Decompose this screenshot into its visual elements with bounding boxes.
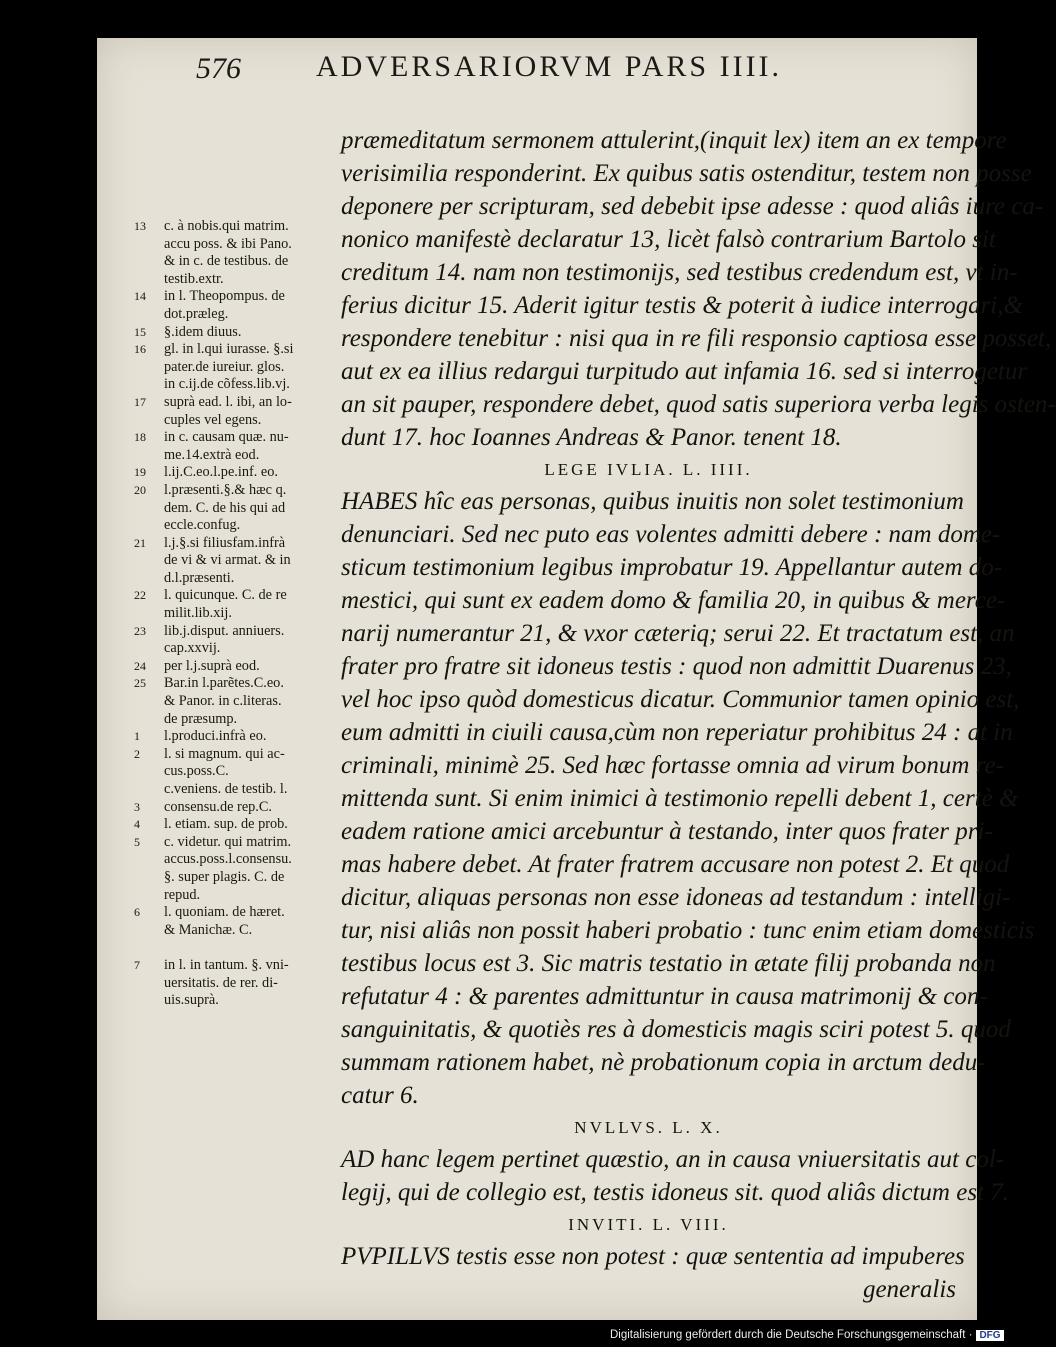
text-line: AD hanc legem pertinet quæstio, an in causa vniuersitatis aut col- <box>341 1146 1005 1173</box>
margin-note-line <box>134 939 344 957</box>
margin-note-line <box>134 834 344 852</box>
footnote-number: 25 <box>134 676 146 691</box>
section-heading: LEGE IVLIA. L. IIII. <box>544 460 753 479</box>
text-line: respondere tenebitur : nisi qua in re fili responsio captiosa esse posset, <box>341 325 1052 352</box>
text-line: PVPILLVS testis esse non potest : quæ sententia ad impuberes <box>341 1243 965 1270</box>
margin-note-text: & in c. de testibus. de <box>164 253 289 270</box>
margin-note-text: uis.suprà. <box>164 992 219 1009</box>
margin-note-text: in c.ij.de cõfess.lib.vj. <box>164 376 290 393</box>
footnote-number: 24 <box>134 658 146 673</box>
margin-note-line <box>134 640 344 658</box>
margin-note-text: §. super plagis. C. de <box>164 868 285 885</box>
margin-note-text: cus.poss.C. <box>164 763 229 780</box>
margin-note-line <box>134 816 344 834</box>
margin-note-text: accu poss. & ibi Pano. <box>164 235 292 252</box>
text-line: frater pro fratre sit idoneus testis : quod non admittit Duarenus 23, <box>341 653 1012 680</box>
margin-note-line <box>134 500 344 518</box>
section-heading: INVITI. L. VIII. <box>568 1215 729 1234</box>
text-line: testibus locus est 3. Sic matris testatio in ætate filij probanda non <box>341 950 996 977</box>
margin-note-line <box>134 482 344 500</box>
text-line: sanguinitatis, & quotiès res à domesticis magis sciri potest 5. quod <box>341 1016 1011 1043</box>
margin-note-text: & Panor. in c.literas. <box>164 693 282 710</box>
margin-note-line <box>134 429 344 447</box>
footnote-number: 17 <box>134 394 146 409</box>
margin-note-text: suprà ead. l. ibi, an lo- <box>164 393 292 410</box>
running-header <box>196 44 856 94</box>
footnote-number: 14 <box>134 289 146 304</box>
text-line: nonico manifestè declaratur 13, licèt falsò contrarium Bartolo sit <box>341 226 996 253</box>
footnote-number: 4 <box>134 817 140 832</box>
margin-note-text: lib.j.disput. anniuers. <box>164 622 285 639</box>
text-line: an sit pauper, respondere debet, quod satis superiora verba legis osten- <box>341 391 1056 418</box>
margin-note-line <box>134 763 344 781</box>
text-line: mestici, qui sunt ex eadem domo & familia 20, in quibus & merce- <box>341 587 1006 614</box>
margin-note-line <box>134 587 344 605</box>
margin-note-line <box>134 271 344 289</box>
margin-note-text: in c. causam quæ. nu- <box>164 429 289 446</box>
text-line: mas habere debet. At frater fratrem accusare non potest 2. Et quod <box>341 851 1010 878</box>
text-line: refutatur 4 : & parentes admittuntur in causa matrimonij & con- <box>341 983 988 1010</box>
margin-note-text: cap.xxvij. <box>164 640 221 657</box>
margin-note-text: c. à nobis.qui matrim. <box>164 218 289 234</box>
margin-note-line <box>134 975 344 993</box>
margin-note-text: c.veniens. de testib. l. <box>164 781 288 797</box>
margin-note-text: Bar.in l.parẽtes.C.eo. <box>164 675 284 692</box>
footnote-number: 23 <box>134 623 146 638</box>
text-line: aut ex ea illius redargui turpitudo aut infamia 16. sed si interrogetur <box>341 358 1028 385</box>
dfg-logo: DFG <box>976 1330 1003 1341</box>
margin-note-text: eccle.confug. <box>164 517 241 534</box>
margin-note-line <box>134 711 344 729</box>
margin-note-text: l. quicunque. C. de re <box>164 587 287 604</box>
footnote-number: 13 <box>134 219 146 233</box>
running-title: ADVERSARIORVM PARS IIII. <box>316 50 783 83</box>
margin-note-line <box>134 746 344 764</box>
margin-note-text: l.j.§.si filiusfam.infrà <box>164 534 286 551</box>
margin-note-line <box>134 394 344 412</box>
margin-note-text: per l.j.suprà eod. <box>164 657 260 674</box>
footnote-number: 18 <box>134 430 146 445</box>
margin-note-text: c. videtur. qui matrim. <box>164 833 292 850</box>
margin-note-line <box>134 341 344 359</box>
margin-note-text: l. quoniam. de hæret. <box>164 904 285 921</box>
margin-note-line <box>134 236 344 254</box>
footnote-number: 7 <box>134 957 140 972</box>
text-line: præmeditatum sermonem attulerint,(inquit lex) item an ex tempore <box>341 127 1007 154</box>
margin-note-text: me.14.extrà eod. <box>164 446 260 463</box>
text-line: vel hoc ipso quòd domesticus dicatur. Communior tamen opinio est, <box>341 686 1020 713</box>
margin-note-text: milit.lib.xij. <box>164 605 232 622</box>
credit-text: Digitalisierung gefördert durch die Deutsche Forschungsgemeinschaft · <box>610 1329 973 1341</box>
text-line: ferius dicitur 15. Aderit igitur testis & poterit à iudice interrogari,& <box>341 292 1023 319</box>
margin-note-text: gl. in l.qui iurasse. §.si <box>164 341 294 358</box>
text-line: deponere per scripturam, sed debebit ipse adesse : quod aliâs iure ca- <box>341 193 1044 220</box>
margin-note-line <box>134 359 344 377</box>
margin-note-line <box>134 693 344 711</box>
margin-note-line <box>134 605 344 623</box>
margin-note-line <box>134 218 344 236</box>
page-number: 576 <box>196 52 241 85</box>
margin-note-text: accus.poss.l.consensu. <box>164 851 292 868</box>
main-text-column <box>341 124 1056 1306</box>
text-line: criminali, minimè 25. Sed hæc fortasse omnia ad virum bonum re- <box>341 752 1004 779</box>
margin-note-line <box>134 658 344 676</box>
margin-note-line <box>134 324 344 342</box>
margin-note-line <box>134 288 344 306</box>
footnote-number: 5 <box>134 834 140 849</box>
margin-note-text: & Manichæ. C. <box>164 921 253 938</box>
margin-note-line <box>134 887 344 905</box>
margin-note-line <box>134 412 344 430</box>
digitization-credit <box>610 1329 1004 1341</box>
text-line: creditum 14. nam non testimonijs, sed testibus credendum est, vt in- <box>341 259 1018 286</box>
margin-note-text: l. etiam. sup. de prob. <box>164 816 288 833</box>
section-heading: NVLLVS. L. X. <box>574 1118 723 1137</box>
margin-note-line <box>134 517 344 535</box>
margin-note-line <box>134 623 344 641</box>
margin-note-line <box>134 869 344 887</box>
text-line: verisimilia responderint. Ex quibus satis ostenditur, testem non posse <box>341 160 1032 187</box>
margin-note-text: cuples vel egens. <box>164 411 262 428</box>
text-line: dunt 17. hoc Ioannes Andreas & Panor. tenent 18. <box>341 424 842 451</box>
margin-note-line <box>134 447 344 465</box>
margin-note-text: de præsump. <box>164 710 238 727</box>
margin-note-line <box>134 464 344 482</box>
margin-note-text: pater.de iureiur. glos. <box>164 358 285 375</box>
marginal-notes-column <box>134 218 344 1010</box>
footnote-number: 1 <box>134 729 140 744</box>
margin-note-text: consensu.de rep.C. <box>164 798 272 815</box>
margin-note-text: l. si magnum. qui ac- <box>164 745 285 762</box>
footnote-number: 20 <box>134 482 146 497</box>
text-line: sticum testimonium legibus improbatur 19. Appellantur autem do- <box>341 554 1003 581</box>
text-line: eum admitti in ciuili causa,cùm non reperiatur prohibitus 24 : at in <box>341 719 1013 746</box>
margin-note-line <box>134 851 344 869</box>
margin-note-line <box>134 376 344 394</box>
margin-note-text: d.l.præsenti. <box>164 569 235 586</box>
margin-note-line <box>134 922 344 940</box>
margin-note-line <box>134 253 344 271</box>
margin-note-text: in l. in tantum. §. vni- <box>164 956 289 973</box>
text-line: legij, qui de collegio est, testis idoneus sit. quod aliâs dictum est 7. <box>341 1179 1009 1206</box>
text-line: dicitur, aliquas personas non esse idoneas ad testandum : intelligi- <box>341 884 1011 911</box>
footnote-number: 15 <box>134 324 146 339</box>
margin-note-text: uersitatis. de rer. di- <box>164 974 278 991</box>
margin-note-line <box>134 306 344 324</box>
margin-note-text: repud. <box>164 886 201 903</box>
footnote-number: 16 <box>134 342 146 357</box>
margin-note-text: §.idem diuus. <box>164 323 242 340</box>
text-line: HABES hîc eas personas, quibus inuitis non solet testimonium <box>341 488 964 515</box>
text-line: denunciari. Sed nec puto eas volentes admitti debere : nam dome- <box>341 521 1001 548</box>
text-line: mittenda sunt. Si enim inimici à testimonio repelli debent 1, certè & <box>341 785 1019 812</box>
margin-note-line <box>134 570 344 588</box>
text-line: catur 6. <box>341 1082 419 1109</box>
margin-note-line <box>134 675 344 693</box>
margin-note-line <box>134 799 344 817</box>
margin-note-text: l.produci.infrà eo. <box>164 728 267 745</box>
margin-note-text: in l. Theopompus. de <box>164 288 285 305</box>
margin-note-text: dem. C. de his qui ad <box>164 499 286 516</box>
margin-note-line <box>134 535 344 553</box>
margin-note-line <box>134 728 344 746</box>
footnote-number: 2 <box>134 746 140 761</box>
margin-note-line <box>134 904 344 922</box>
margin-note-text: de vi & vi armat. & in <box>164 552 291 569</box>
footnote-number: 21 <box>134 535 146 550</box>
text-line: narij numerantur 21, & vxor cæteriq; serui 22. Et tractatum est, an <box>341 620 1015 647</box>
margin-note-line <box>134 781 344 799</box>
margin-note-text: dot.præleg. <box>164 305 229 322</box>
text-line: tur, nisi aliâs non possit haberi probatio : tunc enim etiam domesticis <box>341 917 1035 944</box>
margin-note-line <box>134 552 344 570</box>
margin-note-line <box>134 957 344 975</box>
text-line: summam rationem habet, nè probationum copia in arctum dedu- <box>341 1049 986 1076</box>
margin-note-line <box>134 992 344 1010</box>
margin-note-text: testib.extr. <box>164 270 224 287</box>
footnote-number: 3 <box>134 799 140 814</box>
text-line: eadem ratione amici arcebuntur à testando, inter quos frater pri- <box>341 818 993 845</box>
margin-note-text: l.ij.C.eo.l.pe.inf. eo. <box>164 464 278 481</box>
catchword: generalis <box>862 1276 956 1303</box>
footnote-number: 19 <box>134 465 146 480</box>
footnote-number: 6 <box>134 905 140 920</box>
footnote-number: 22 <box>134 588 146 603</box>
margin-note-text: l.præsenti.§.& hæc q. <box>164 481 287 498</box>
